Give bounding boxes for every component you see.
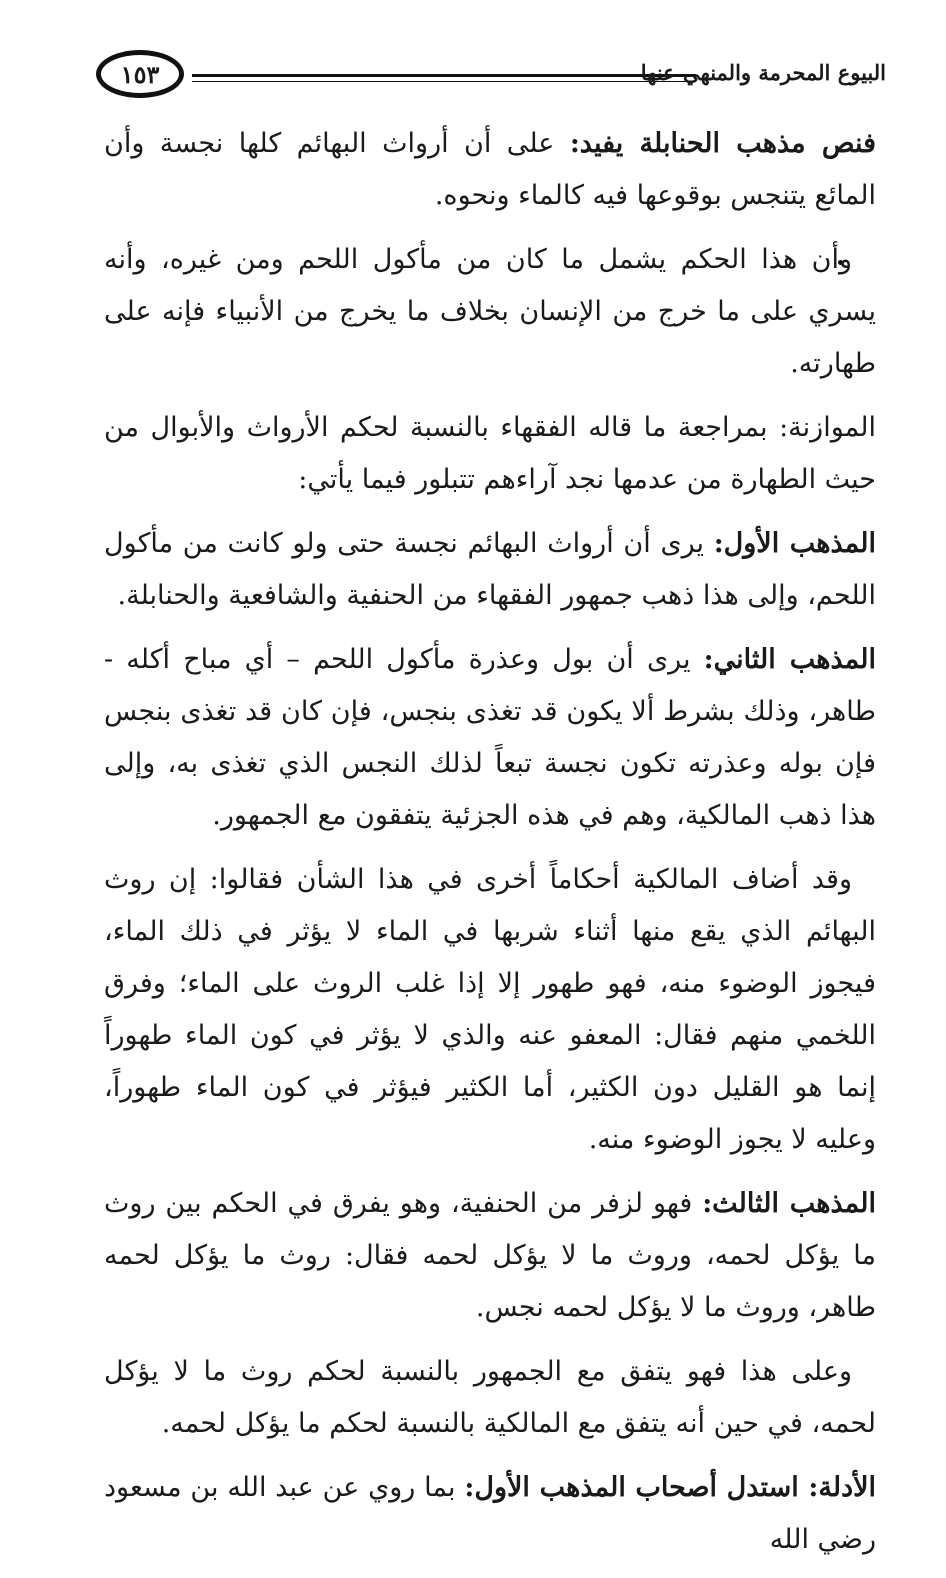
paragraph-comparison xyxy=(104,402,876,506)
paragraph-text: بما روي عن عبد الله بن مسعود رضي الله xyxy=(104,1472,876,1555)
paragraph-third-school xyxy=(104,1178,876,1334)
page-header xyxy=(96,44,886,106)
paragraph-maliki-additions xyxy=(104,854,876,1166)
paragraph-text: وقد أضاف المالكية أحكاماً أخرى في هذا الشأن فقالوا: إن روث البهائم الذي يقع منها أثناء شربها في الماء لا يؤثر في ذلك الماء، فيجوز الوضوء منه، فهو طهور إلا إذا غلب الروث على الماء؛ وفرق اللخمي منهم فقال: المعفو عنه والذي لا يؤثر في كون الماء طهوراً إنما هو القليل دون الكثير، أما الكثير فيؤثر في كون الماء طهوراً، وعليه لا يجوز الوضوء منه. xyxy=(104,864,876,1155)
paragraph-text: يرى أن أرواث البهائم نجسة حتى ولو كانت من مأكول اللحم، وإلى هذا ذهب جمهور الفقهاء من الحنفية والشافعية والحنابلة. xyxy=(104,528,876,611)
paragraph-lead: المذهب الأول: xyxy=(713,528,876,559)
paragraph-text: وأن هذا الحكم يشمل ما كان من مأكول اللحم ومن غيره، وأنه يسري على ما خرج من الإنسان بخلاف ما يخرج من الأنبياء فإنه على طهارته. xyxy=(104,244,876,379)
body-text xyxy=(104,118,876,1578)
paragraph-first-school xyxy=(104,518,876,622)
paragraph-lead: المذهب الثالث: xyxy=(702,1188,876,1219)
paragraph-text: يرى أن بول وعذرة مأكول اللحم – أي مباح أكله - طاهر، وذلك بشرط ألا يكون قد تغذى بنجس، فإن كان قد تغذى بنجس فإن بوله وعذرته تكون نجسة تبعاً لذلك النجس الذي تغذى به، وإلى هذا ذهب المالكية، وهم في هذه الجزئية يتفقون مع الجمهور. xyxy=(104,644,876,831)
paragraph-agreement xyxy=(104,1346,876,1450)
page-number: ١٥٣ xyxy=(96,50,184,98)
paragraph-ruling-scope xyxy=(104,234,876,390)
paragraph-lead: الأدلة: استدل أصحاب المذهب الأول: xyxy=(464,1472,876,1503)
paragraph-second-school xyxy=(104,634,876,842)
paragraph-text: الموازنة: بمراجعة ما قاله الفقهاء بالنسبة لحكم الأرواث والأبوال من حيث الطهارة من عدمها نجد آراءهم تتبلور فيما يأتي: xyxy=(104,412,876,495)
paragraph-text: وعلى هذا فهو يتفق مع الجمهور بالنسبة لحكم روث ما لا يؤكل لحمه، في حين أنه يتفق مع المالكية بالنسبة لحكم ما يؤكل لحمه. xyxy=(104,1356,876,1439)
paragraph-evidence xyxy=(104,1462,876,1566)
paragraph-lead: فنص مذهب الحنابلة يفيد: xyxy=(569,128,877,159)
paragraph-text: على أن أرواث البهائم كلها نجسة وأن المائع يتنجس بوقوعها فيه كالماء ونحوه. xyxy=(104,128,876,211)
running-title: البيوع المحرمة والمنهي عنها xyxy=(640,60,886,85)
header-rule xyxy=(192,74,696,82)
paragraph-lead: المذهب الثاني: xyxy=(703,644,876,675)
paragraph-text: فهو لزفر من الحنفية، وهو يفرق في الحكم بين روث ما يؤكل لحمه، وروث ما لا يؤكل لحمه فقال: روث ما يؤكل لحمه طاهر، وروث ما لا يؤكل لحمه نجس. xyxy=(104,1188,876,1323)
paragraph-hanabila xyxy=(104,118,876,222)
